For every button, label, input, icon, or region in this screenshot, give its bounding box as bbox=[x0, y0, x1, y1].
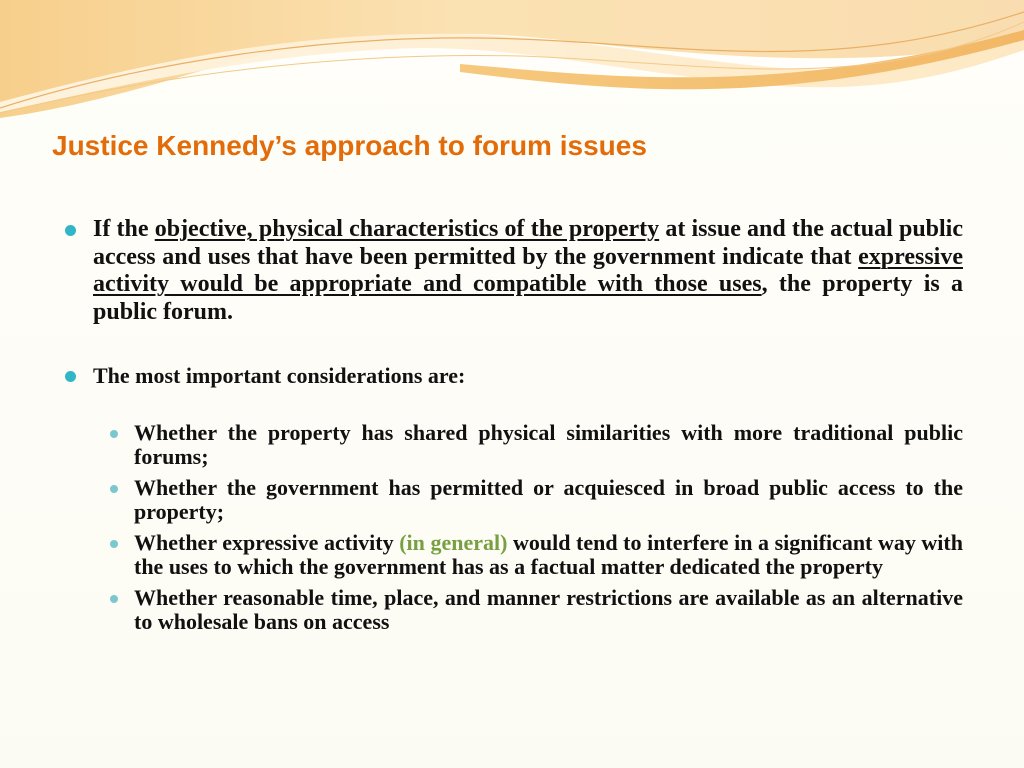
wave-back bbox=[0, 0, 1024, 118]
slide-body bbox=[58, 216, 963, 641]
sub-bullet-dot-icon bbox=[110, 430, 118, 438]
list-item bbox=[106, 531, 963, 579]
slide-title: Justice Kennedy’s approach to forum issues bbox=[52, 130, 647, 161]
decorative-wave-banner bbox=[0, 0, 1024, 125]
bullet-dot-icon bbox=[65, 225, 76, 236]
list-item-text: Whether the property has shared physical similarities with more traditional public forums; bbox=[134, 420, 963, 469]
list-item bbox=[106, 586, 963, 634]
considerations-list bbox=[106, 421, 963, 634]
list-item-text: Whether the government has permitted or acquiesced in broad public access to the property; bbox=[134, 475, 963, 524]
bullet-considerations-heading bbox=[58, 362, 963, 389]
text-run: If the bbox=[93, 216, 155, 242]
underlined-phrase-expressive-activity: expressive activity would be appropriate and compatible with those uses bbox=[93, 243, 963, 297]
sub-bullet-dot-icon bbox=[110, 485, 118, 493]
sub-bullet-dot-icon bbox=[110, 540, 118, 548]
text-run: at issue and the actual public access and uses that have been permitted by the government indicate that bbox=[93, 216, 964, 270]
list-item-text: Whether expressive activity bbox=[134, 530, 400, 555]
list-item bbox=[106, 476, 963, 524]
list-item-text: Whether reasonable time, place, and manner restrictions are available as an alternative to wholesale bans on access bbox=[134, 585, 963, 634]
considerations-heading-text: The most important considerations are: bbox=[93, 363, 466, 388]
list-item bbox=[106, 421, 963, 469]
sub-bullet-dot-icon bbox=[110, 595, 118, 603]
underlined-phrase-physical-characteristics: objective, physical characteristics of the property bbox=[154, 216, 660, 242]
bullet-dot-icon bbox=[65, 371, 76, 382]
highlighted-phrase-in-general: (in general) bbox=[399, 530, 508, 555]
text-run: , the property is a public forum. bbox=[93, 271, 963, 325]
list-item-text: would tend to interfere in a significant way with the uses to which the government has as a factual matter dedicated the property bbox=[134, 530, 963, 579]
bullet-public-forum-test bbox=[58, 216, 963, 326]
